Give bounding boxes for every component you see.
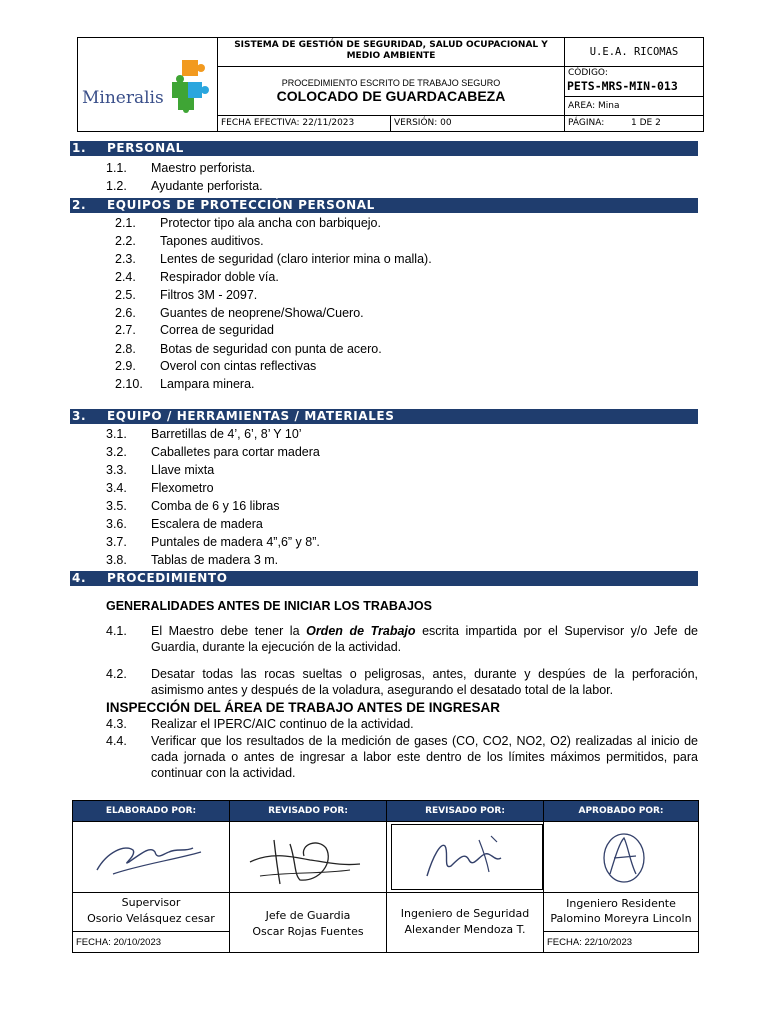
item-text: Lentes de seguridad (claro interior mina o malla).: [160, 252, 432, 266]
effective-date: FECHA EFECTIVA: 22/11/2023: [221, 118, 355, 128]
code-label: CÓDIGO:: [568, 68, 608, 78]
item-number: 3.5.: [106, 499, 127, 513]
signature-header: REVISADO POR:: [229, 800, 387, 822]
effective-date-cell: [217, 115, 391, 132]
item-text: Ayudante perforista.: [151, 179, 263, 193]
signature-table: [72, 800, 699, 953]
section-title: PROCEDIMIENTO: [107, 571, 228, 585]
item-number: 2.4.: [115, 270, 136, 284]
item-number: 1.1.: [106, 161, 127, 175]
item-text: Flexometro: [151, 481, 214, 495]
item-text: Correa de seguridad: [160, 323, 274, 337]
signer-name: Osorio Velásquez cesar: [87, 912, 215, 925]
item-number: 2.9.: [115, 359, 136, 373]
section-number: 4.: [72, 571, 87, 585]
signature-box: [72, 821, 230, 893]
area-cell: [564, 96, 704, 116]
item-text: Barretillas de 4’, 6’, 8’ Y 10’: [151, 427, 302, 441]
subsection-title: INSPECCIÓN DEL ÁREA DE TRABAJO ANTES DE INGRESAR: [106, 700, 501, 715]
handwritten-signature: [230, 822, 386, 892]
item-number: 2.3.: [115, 252, 136, 266]
item-text: Lampara minera.: [160, 377, 255, 391]
step-number: 4.2.: [106, 667, 127, 681]
signer-role: Ingeniero Residente: [566, 897, 676, 910]
signature-date: FECHA: 20/10/2023: [76, 937, 162, 948]
step-text-part: El Maestro debe tener la: [151, 624, 307, 638]
item-text: Guantes de neoprene/Showa/Cuero.: [160, 306, 364, 320]
signature-box: [543, 821, 699, 893]
step-text-part: escrita impartida por el Supervisor y/o Jefe de Guardia, durante la ejecución de la actividad.: [151, 624, 698, 654]
step-text: [151, 623, 698, 655]
mineralis-logo: [82, 58, 217, 118]
page-value: 1 DE 2: [631, 118, 661, 128]
item-text: Respirador doble vía.: [160, 270, 279, 284]
item-number: 3.7.: [106, 535, 127, 549]
section-bar-personal: [70, 141, 698, 156]
page-label: PÁGINA:: [568, 118, 605, 128]
item-text: Llave mixta: [151, 463, 215, 477]
section-number: 2.: [72, 198, 87, 212]
signature-header: ELABORADO POR:: [72, 800, 230, 822]
unit-cell: [564, 37, 704, 67]
section-bar-procedure: [70, 571, 698, 586]
area-value: AREA: Mina: [568, 101, 620, 111]
item-number: 2.2.: [115, 234, 136, 248]
item-text: Tapones auditivos.: [160, 234, 264, 248]
subsection-title: GENERALIDADES ANTES DE INICIAR LOS TRABAJOS: [106, 599, 432, 613]
step-number: 4.3.: [106, 717, 127, 731]
step-text: Desatar todas las rocas sueltas o peligrosas, antes, durante y despúes de la perforación, asimismo antes y después de la voladura, asegurando el desatado total de la labor.: [151, 667, 698, 697]
item-number: 2.8.: [115, 342, 136, 356]
signer-role: Ingeniero de Seguridad: [400, 907, 530, 920]
code-value: PETS-MRS-MIN-013: [567, 79, 678, 93]
signer-name: Alexander Mendoza T.: [404, 923, 526, 936]
puzzle-icon: [168, 58, 216, 114]
unit-name: U.E.A. RICOMAS: [589, 46, 679, 58]
signer-info-cell: [386, 892, 544, 953]
step-text: Realizar el IPERC/AIC continuo de la actividad.: [151, 717, 414, 731]
item-text: Puntales de madera 4”,6” y 8”.: [151, 535, 320, 549]
signer-role: Jefe de Guardia: [265, 909, 351, 922]
item-text: Comba de 6 y 16 libras: [151, 499, 280, 513]
item-text: Caballetes para cortar madera: [151, 445, 320, 459]
item-text: Maestro perforista.: [151, 161, 256, 175]
item-number: 2.1.: [115, 216, 136, 230]
item-text: Escalera de madera: [151, 517, 263, 531]
signer-name: Oscar Rojas Fuentes: [252, 925, 364, 938]
version: VERSIÓN: 00: [394, 118, 452, 128]
section-title: EQUIPOS DE PROTECCIÓN PERSONAL: [107, 198, 375, 212]
section-bar-equipment: [70, 409, 698, 424]
signature-header: APROBADO POR:: [543, 800, 699, 822]
step-number: 4.1.: [106, 624, 127, 638]
signature-date-cell: [72, 931, 230, 953]
work-order-emphasis: Orden de Trabajo: [306, 624, 416, 638]
signature-header: REVISADO POR:: [386, 800, 544, 822]
procedure-title: COLOCADO DE GUARDACABEZA: [276, 88, 506, 104]
item-number: 2.5.: [115, 288, 136, 302]
logo-text: Mineralis: [82, 88, 164, 108]
item-number: 3.1.: [106, 427, 127, 441]
signature-box: [229, 821, 387, 893]
page-cell: [564, 115, 704, 132]
signer-info-cell: [72, 892, 230, 932]
item-text: Tablas de madera 3 m.: [151, 553, 279, 567]
code-cell: [564, 66, 704, 97]
section-title: EQUIPO / HERRAMIENTAS / MATERIALES: [107, 409, 395, 423]
item-number: 3.4.: [106, 481, 127, 495]
procedure-type: PROCEDIMIENTO ESCRITO DE TRABAJO SEGURO: [281, 78, 501, 88]
handwritten-signature: [73, 822, 229, 892]
system-title: SISTEMA DE GESTIÓN DE SEGURIDAD, SALUD OCUPACIONAL Y MEDIO AMBIENTE: [234, 40, 548, 61]
signer-role: Supervisor: [121, 896, 181, 909]
system-title-cell: [217, 37, 565, 67]
item-number: 3.2.: [106, 445, 127, 459]
handwritten-signature: [544, 822, 698, 892]
step-text: Verificar que los resultados de la medición de gases (CO, CO2, NO2, O2) realizadas al inicio de cada jornada o antes de ingresar a labor este dentro de los límites máximos permitidos, para continuar con la actividad.: [151, 734, 698, 780]
version-cell: [390, 115, 565, 132]
document-header: [77, 37, 704, 132]
logo-cell: [77, 37, 218, 132]
procedure-title-cell: [217, 66, 565, 116]
signer-info-cell: [229, 892, 387, 953]
section-bar-epp: [70, 198, 698, 213]
item-text: Overol con cintas reflectivas: [160, 359, 317, 373]
step-number: 4.4.: [106, 734, 127, 748]
signature-date-cell: [543, 931, 699, 953]
item-text: Filtros 3M - 2097.: [160, 288, 258, 302]
signature-box: [386, 821, 544, 893]
item-number: 3.8.: [106, 553, 127, 567]
item-number: 2.7.: [115, 323, 136, 337]
section-title: PERSONAL: [107, 141, 184, 155]
signature-date: FECHA: 22/10/2023: [547, 937, 633, 948]
item-number: 1.2.: [106, 179, 127, 193]
section-number: 3.: [72, 409, 87, 423]
item-text: Protector tipo ala ancha con barbiquejo.: [160, 216, 381, 230]
item-number: 2.10.: [115, 377, 143, 391]
item-number: 2.6.: [115, 306, 136, 320]
signer-info-cell: [543, 892, 699, 932]
item-number: 3.3.: [106, 463, 127, 477]
item-text: Botas de seguridad con punta de acero.: [160, 342, 382, 356]
signer-name: Palomino Moreyra Lincoln: [550, 912, 692, 925]
item-number: 3.6.: [106, 517, 127, 531]
section-number: 1.: [72, 141, 87, 155]
